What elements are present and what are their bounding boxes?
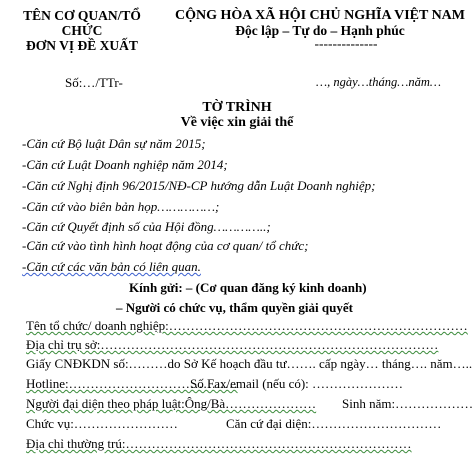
recipient-authority: – Người có chức vụ, thẩm quyền giải quyết	[116, 300, 353, 315]
national-motto: Độc lập – Tự do – Hạnh phúc	[235, 23, 405, 38]
document-number: Số:…/TTr-	[65, 75, 123, 90]
birth-year-field: Sinh năm:………………	[342, 396, 474, 411]
position-field: Chức vụ:……………………	[26, 416, 178, 431]
basis-item: -Căn cứ vào tình hình hoạt động của cơ quan/ tổ chức;	[22, 238, 309, 253]
representation-basis-field: Căn cứ đại diện:…………………………	[226, 416, 442, 431]
org-name-line3: ĐƠN VỊ ĐỀ XUẤT	[26, 38, 138, 53]
motto-divider: --------------	[314, 36, 378, 51]
address-field: Địa chỉ trụ sở:……………………………………………………………………	[26, 337, 439, 352]
org-name-header	[22, 8, 142, 53]
license-field: Giấy CNĐKDN số:………do Sở Kế hoạch đầu tư……. cấp ngày… tháng…. năm…..	[26, 356, 473, 371]
basis-item: -Căn cứ Nghị định 96/2015/NĐ-CP hướng dẫn Luật Doanh nghiệp;	[22, 178, 376, 193]
national-motto-header	[170, 8, 470, 50]
residence-field: Địa chỉ thường trú:…………………………………………………………	[26, 436, 412, 451]
fax-email-field: Số Fax/email (nếu có): …………………	[190, 376, 404, 391]
basis-item: -Căn cứ Bộ luật Dân sự năm 2015;	[22, 136, 206, 151]
hotline-field: Hotline:…………………………………	[26, 376, 238, 391]
basis-item: -Căn cứ Luật Doanh nghiệp năm 2014;	[22, 157, 228, 172]
document-date: …, ngày…tháng…năm…	[316, 75, 442, 89]
org-name-line2: CHỨC	[61, 23, 103, 38]
basis-item: -Căn cứ Quyết định số của Hội đồng…………..;	[22, 219, 271, 234]
document-title: TỜ TRÌNH	[202, 100, 272, 115]
national-name: CỘNG HÒA XÃ HỘI CHỦ NGHĨA VIỆT NAM	[174, 8, 465, 23]
org-name-field: Tên tổ chức/ doanh nghiệp:……………………………………………………………	[26, 318, 468, 333]
legal-representative-field: Người đại diện theo pháp luật:Ông/Bà…………………	[26, 396, 317, 411]
basis-item: -Căn cứ các văn bản có liên quan.	[22, 259, 201, 274]
document-subtitle: Về việc xin giải thể	[180, 115, 294, 130]
recipient-label: Kính gửi: – (Cơ quan đăng ký kinh doanh)	[129, 280, 367, 295]
basis-item: -Căn cứ vào biên bản họp……………;	[22, 199, 220, 214]
org-name-line1: TÊN CƠ QUAN/TỔ	[23, 8, 141, 23]
